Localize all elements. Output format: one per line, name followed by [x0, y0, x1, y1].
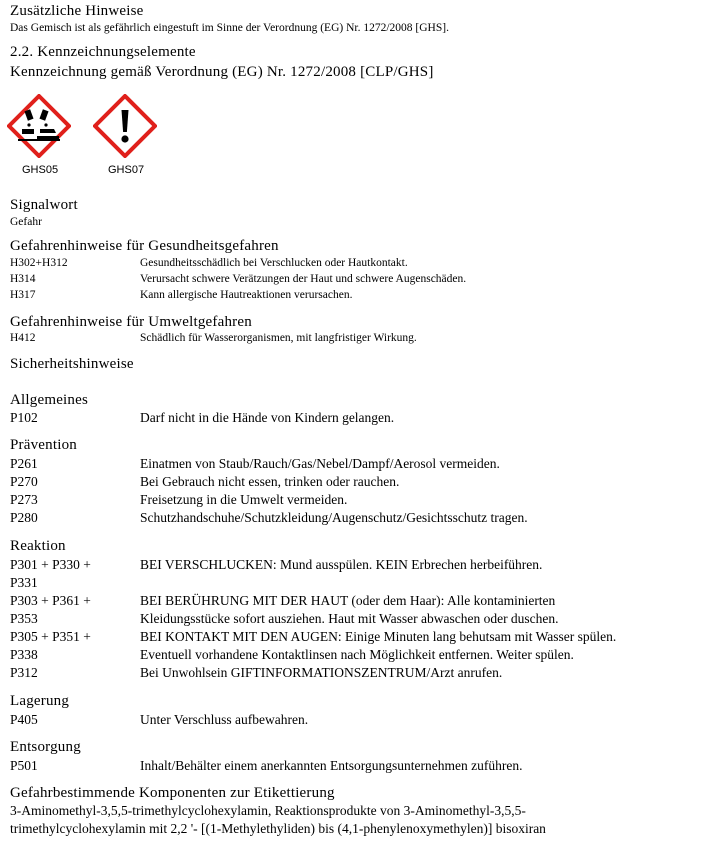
section-heading-zusaetzliche-hinweise: Zusätzliche Hinweise [10, 3, 144, 19]
precaution-text: Unter Verschluss aufbewahren. [140, 712, 309, 727]
precaution-text: Darf nicht in die Hände von Kindern gelangen. [140, 410, 395, 425]
hazard-text: Gesundheitsschädlich bei Verschlucken oder Hautkontakt. [140, 257, 408, 269]
hazard-code: H314 [10, 273, 36, 285]
pictogram-label-ghs05: GHS05 [22, 164, 59, 176]
komponenten-line-2: trimethylcyclohexylamin mit 2,2 '- [(1-Methylethyliden) bis (4,1-phenylenoxymethylen)] bisoxiran [10, 821, 546, 836]
section-heading-komponenten: Gefahrbestimmende Komponenten zur Etikettierung [10, 785, 335, 801]
precaution-text: BEI VERSCHLUCKEN: Mund ausspülen. KEIN Erbrechen herbeiführen. [140, 557, 543, 572]
precaution-code: P261 [10, 456, 38, 471]
hazard-code: H317 [10, 289, 36, 301]
precaution-code: P501 [10, 758, 38, 773]
section-heading-allgemeines: Allgemeines [10, 392, 89, 408]
hazard-text: Kann allergische Hautreaktionen verursachen. [140, 289, 353, 301]
corrosion-icon [7, 94, 71, 158]
exclamation-mark-icon [93, 94, 157, 158]
precaution-code: P405 [10, 712, 38, 727]
precaution-text: Kleidungsstücke sofort ausziehen. Haut mit Wasser abwaschen oder duschen. [140, 611, 559, 626]
precaution-code: P303 + P361 + [10, 593, 91, 608]
hazard-code: H412 [10, 332, 36, 344]
section-heading-praevention: Prävention [10, 437, 77, 453]
komponenten-line-1: 3-Aminomethyl-3,5,5-trimethylcyclohexylamin, Reaktionsprodukte von 3-Aminomethyl-3,5,5- [10, 803, 526, 818]
hazard-text: Schädlich für Wasserorganismen, mit langfristiger Wirkung. [140, 332, 417, 344]
section-heading-umweltgefahren: Gefahrenhinweise für Umweltgefahren [10, 314, 252, 330]
precaution-code: P338 [10, 647, 38, 662]
precaution-code: P331 [10, 575, 38, 590]
section-heading-sicherheitshinweise: Sicherheitshinweise [10, 356, 134, 372]
precaution-code: P270 [10, 474, 38, 489]
signalwort-value: Gefahr [10, 216, 42, 228]
precaution-text: Inhalt/Behälter einem anerkannten Entsorgungsunternehmen zuführen. [140, 758, 523, 773]
precaution-text: Freisetzung in die Umwelt vermeiden. [140, 492, 348, 507]
pictogram-label-ghs07: GHS07 [108, 164, 145, 176]
precaution-code: P312 [10, 665, 38, 680]
precaution-code: P301 + P330 + [10, 557, 91, 572]
hazard-code: H302+H312 [10, 257, 68, 269]
precaution-text: Einatmen von Staub/Rauch/Gas/Nebel/Dampf/Aerosol vermeiden. [140, 456, 500, 471]
precaution-text: Bei Gebrauch nicht essen, trinken oder rauchen. [140, 474, 400, 489]
precaution-code: P353 [10, 611, 38, 626]
precaution-text: Eventuell vorhandene Kontaktlinsen nach Möglichkeit entfernen. Weiter spülen. [140, 647, 574, 662]
section-heading-signalwort: Signalwort [10, 197, 78, 213]
precaution-text: Schutzhandschuhe/Schutzkleidung/Augenschutz/Gesichtsschutz tragen. [140, 510, 528, 525]
precaution-code: P102 [10, 410, 38, 425]
precaution-text: Bei Unwohlsein GIFTINFORMATIONSZENTRUM/Arzt anrufen. [140, 665, 503, 680]
section-heading-entsorgung: Entsorgung [10, 739, 81, 755]
precaution-code: P273 [10, 492, 38, 507]
hazard-text: Verursacht schwere Verätzungen der Haut und schwere Augenschäden. [140, 273, 467, 285]
zusaetzliche-hinweise-text: Das Gemisch ist als gefährlich eingestuft im Sinne der Verordnung (EG) Nr. 1272/2008 [GHS]. [10, 22, 449, 34]
kennzeichnung-subheading: Kennzeichnung gemäß Verordnung (EG) Nr. 1272/2008 [CLP/GHS] [10, 64, 434, 80]
section-heading-lagerung: Lagerung [10, 693, 70, 709]
precaution-code: P305 + P351 + [10, 629, 91, 644]
precaution-code: P280 [10, 510, 38, 525]
section-heading-gesundheitsgefahren: Gefahrenhinweise für Gesundheitsgefahren [10, 238, 279, 254]
precaution-text: BEI BERÜHRUNG MIT DER HAUT (oder dem Haar): Alle kontaminierten [140, 593, 556, 608]
precaution-text: BEI KONTAKT MIT DEN AUGEN: Einige Minuten lang behutsam mit Wasser spülen. [140, 629, 617, 644]
section-heading-kennzeichnungselemente: 2.2. Kennzeichnungselemente [10, 44, 196, 60]
section-heading-reaktion: Reaktion [10, 538, 66, 554]
